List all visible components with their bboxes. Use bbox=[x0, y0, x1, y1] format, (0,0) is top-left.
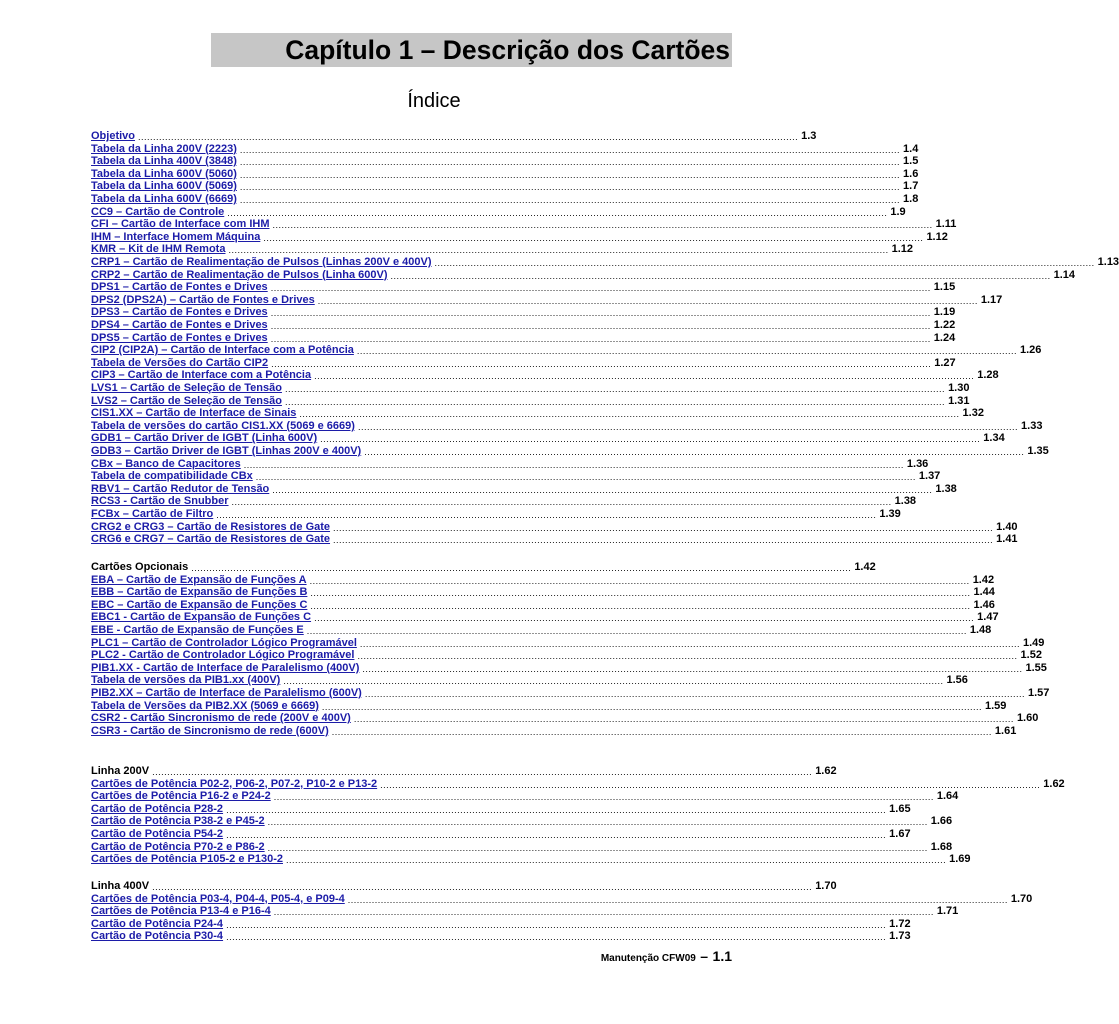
toc-entry-link[interactable]: EBA – Cartão de Expansão de Funções A bbox=[91, 573, 307, 586]
toc-entry[interactable] bbox=[91, 356, 956, 370]
toc-page-number: 1.19 bbox=[933, 306, 956, 319]
toc-entry[interactable] bbox=[91, 293, 1003, 307]
toc-page-number: 1.49 bbox=[1023, 636, 1045, 649]
toc-entry-link[interactable]: PLC2 - Cartão de Controlador Lógico Programável bbox=[91, 649, 355, 662]
toc-page-number: 1.57 bbox=[1027, 687, 1050, 699]
toc-page-number: 1.33 bbox=[1021, 419, 1043, 432]
toc-entry-link[interactable]: CC9 – Cartão de Controle bbox=[91, 205, 225, 218]
toc-entry[interactable] bbox=[91, 281, 956, 294]
toc-entry[interactable] bbox=[91, 930, 911, 943]
toc-dot-leader: ............................................................................................................................................................................................................................ bbox=[231, 497, 892, 508]
toc-entry-link[interactable]: Cartão de Potência P70-2 e P86-2 bbox=[91, 840, 265, 853]
toc-entry-link[interactable]: Cartões de Potência P13-4 e P16-4 bbox=[91, 905, 271, 918]
toc-page-number: 1.11 bbox=[935, 218, 957, 231]
toc-page-number: 1.42 bbox=[854, 561, 876, 573]
toc-entry-link[interactable]: CRP1 – Cartão de Realimentação de Pulsos (Linhas 200V e 400V) bbox=[91, 256, 432, 268]
toc-dot-leader: ............................................................................................................................................................................................................................ bbox=[362, 663, 1023, 674]
toc-entry-link[interactable]: CRG2 e CRG3 – Cartão de Resistores de Gate bbox=[91, 520, 331, 533]
toc-section-heading bbox=[91, 880, 837, 893]
toc-entry[interactable] bbox=[91, 699, 1007, 713]
toc-entry[interactable] bbox=[91, 636, 1045, 650]
toc-dot-leader: ............................................................................................................................................................................................................................ bbox=[226, 804, 887, 815]
toc-dot-leader: ............................................................................................................................................................................................................................ bbox=[347, 894, 1008, 905]
toc-dot-leader: ............................................................................................................................................................................................................................ bbox=[267, 817, 928, 828]
toc-entry-link[interactable]: Tabela de versões da PIB1.xx (400V) bbox=[91, 674, 281, 687]
toc-section-heading bbox=[91, 561, 876, 574]
toc-entry[interactable] bbox=[91, 482, 957, 496]
toc-page-number: 1.62 bbox=[815, 765, 837, 777]
toc-entry-link[interactable]: CBx – Banco de Capacitores bbox=[91, 457, 241, 470]
toc-entry-link[interactable]: Cartões de Potência P02-2, P06-2, P07-2, P10-2 e P13-2 bbox=[91, 777, 378, 790]
toc-entry-link[interactable]: CFI – Cartão de Interface com IHM bbox=[91, 218, 270, 231]
toc-dot-leader: ............................................................................................................................................................................................................................ bbox=[314, 371, 975, 382]
toc-entry-link[interactable]: KMR – Kit de IHM Remota bbox=[91, 243, 226, 256]
toc-entry-link[interactable]: Objetivo bbox=[91, 130, 136, 142]
toc-page-number: 1.69 bbox=[949, 853, 971, 866]
toc-entry[interactable] bbox=[91, 495, 917, 508]
toc-entry-link[interactable]: CRP2 – Cartão de Realimentação de Pulsos (Linha 600V) bbox=[91, 268, 388, 281]
toc-entry-link[interactable]: Cartões de Potência P03-4, P04-4, P05-4, e P09-4 bbox=[91, 892, 345, 905]
toc-entry[interactable] bbox=[91, 573, 995, 587]
toc-entry-link[interactable]: RBV1 – Cartão Redutor de Tensão bbox=[91, 482, 270, 495]
toc-page-number: 1.60 bbox=[1016, 712, 1039, 725]
toc-entry-link[interactable]: Cartão de Potência P38-2 e P45-2 bbox=[91, 815, 265, 828]
toc-section-label: Linha 200V bbox=[91, 765, 150, 777]
toc-page-number: 1.37 bbox=[918, 470, 941, 483]
toc-entry-link[interactable]: Tabela de Versões do Cartão CIP2 bbox=[91, 356, 269, 369]
toc-entry-link[interactable]: LVS1 – Cartão de Seleção de Tensão bbox=[91, 382, 282, 394]
toc-entry-link[interactable]: Cartão de Potência P54-2 bbox=[91, 828, 224, 840]
toc-page-number: 1.9 bbox=[890, 205, 906, 218]
toc-entry[interactable] bbox=[91, 306, 956, 319]
toc-entry[interactable] bbox=[91, 586, 995, 599]
toc-entry[interactable] bbox=[91, 649, 1042, 662]
toc-dot-leader: ............................................................................................................................................................................................................................ bbox=[317, 295, 978, 306]
toc-page-number: 1.17 bbox=[980, 293, 1003, 306]
toc-entry[interactable] bbox=[91, 419, 1043, 433]
toc-page-number: 1.22 bbox=[933, 319, 956, 331]
toc-entry[interactable] bbox=[91, 470, 941, 483]
toc-page-number: 1.72 bbox=[889, 917, 911, 930]
toc-entry-link[interactable]: Cartões de Potência P105-2 e P130-2 bbox=[91, 853, 283, 866]
toc-page-number: 1.27 bbox=[934, 356, 956, 369]
toc-dot-leader: ............................................................................................................................................................................................................................ bbox=[283, 676, 944, 687]
toc-dot-leader: ............................................................................................................................................................................................................................ bbox=[228, 245, 889, 256]
toc-entry[interactable] bbox=[91, 407, 984, 420]
toc-page-number: 1.35 bbox=[1027, 445, 1049, 457]
toc-dot-leader: ............................................................................................................................................................................................................................ bbox=[239, 182, 901, 193]
toc-entry-link[interactable]: IHM – Interface Homem Máquina bbox=[91, 230, 261, 243]
footer-page-number: 1.1 bbox=[712, 948, 732, 964]
toc-dot-leader: ............................................................................................................................................................................................................................ bbox=[333, 522, 994, 533]
toc-entry-link[interactable]: PIB1.XX - Cartão de Interface de Paralelismo (400V) bbox=[91, 661, 360, 674]
toc-entry[interactable] bbox=[91, 724, 1017, 738]
toc-entry-link[interactable]: FCBx – Cartão de Filtro bbox=[91, 508, 214, 520]
toc-entry-link[interactable]: GDB1 – Cartão Driver de IGBT (Linha 600V) bbox=[91, 432, 318, 445]
toc-dot-leader: ............................................................................................................................................................................................................................ bbox=[284, 396, 946, 407]
toc-entry-link[interactable]: PLC1 – Cartão de Controlador Lógico Programável bbox=[91, 636, 357, 649]
toc-dot-leader: ............................................................................................................................................................................................................................ bbox=[216, 510, 877, 520]
toc-dot-leader: ............................................................................................................................................................................................................................ bbox=[226, 932, 887, 943]
toc-dot-leader: ............................................................................................................................................................................................................................ bbox=[152, 767, 813, 777]
toc-page-number: 1.3 bbox=[801, 130, 817, 142]
toc-page-number: 1.70 bbox=[815, 880, 837, 892]
footer-manual-name: Manutenção CFW09 bbox=[600, 953, 696, 964]
toc-page-number: 1.70 bbox=[1010, 892, 1033, 905]
toc-entry[interactable] bbox=[91, 382, 970, 395]
toc-page-number: 1.67 bbox=[889, 828, 911, 840]
toc-page-number: 1.6 bbox=[903, 167, 919, 180]
toc-page-number: 1.38 bbox=[935, 482, 957, 495]
toc-entry-link[interactable]: DPS5 – Cartão de Fontes e Drives bbox=[91, 331, 268, 344]
toc-section-label: Linha 400V bbox=[91, 880, 150, 892]
toc-entry[interactable] bbox=[91, 369, 999, 382]
toc-dot-leader: ............................................................................................................................................................................................................................ bbox=[359, 638, 1020, 649]
toc-entry-link[interactable]: CSR3 - Cartão de Sincronismo de rede (600V) bbox=[91, 724, 329, 737]
toc-entry-link[interactable]: EBC1 - Cartão de Expansão de Funções C bbox=[91, 611, 312, 624]
toc-entry[interactable] bbox=[91, 624, 992, 637]
toc-entry-link[interactable]: Tabela da Linha 400V (3848) bbox=[91, 155, 237, 168]
toc-dot-leader: ............................................................................................................................................................................................................................ bbox=[314, 613, 975, 624]
toc-dot-leader: ............................................................................................................................................................................................................................ bbox=[267, 842, 928, 853]
toc-dot-leader: ............................................................................................................................................................................................................................ bbox=[310, 600, 971, 611]
toc-page-number: 1.36 bbox=[906, 457, 929, 470]
toc-page-number: 1.4 bbox=[903, 142, 919, 155]
toc-page-number: 1.30 bbox=[948, 382, 970, 394]
toc-entry[interactable] bbox=[91, 674, 968, 687]
toc-dot-leader: ............................................................................................................................................................................................................................ bbox=[138, 132, 799, 142]
toc-entry[interactable] bbox=[91, 917, 911, 931]
toc-dot-leader: ............................................................................................................................................................................................................................ bbox=[272, 220, 933, 231]
toc-entry-link[interactable]: LVS2 – Cartão de Seleção de Tensão bbox=[91, 394, 282, 407]
toc-page-number: 1.24 bbox=[933, 331, 956, 344]
toc-entry[interactable] bbox=[91, 712, 1039, 725]
toc-entry[interactable] bbox=[91, 230, 948, 244]
toc-dot-leader: ............................................................................................................................................................................................................................ bbox=[270, 333, 931, 344]
toc-entry-link[interactable]: Cartões de Potência P16-2 e P24-2 bbox=[91, 790, 271, 803]
toc-dot-leader: ............................................................................................................................................................................................................................ bbox=[227, 207, 888, 218]
toc-dot-leader: ............................................................................................................................................................................................................................ bbox=[380, 779, 1041, 790]
toc-entry-link[interactable]: Cartão de Potência P24-4 bbox=[91, 917, 224, 930]
toc-page-number: 1.65 bbox=[889, 802, 911, 815]
toc-entry-link[interactable]: DPS4 – Cartão de Fontes e Drives bbox=[91, 319, 268, 331]
toc-dot-leader: ............................................................................................................................................................................................................................ bbox=[239, 144, 901, 155]
toc-entry[interactable] bbox=[91, 344, 1042, 357]
toc-page-number: 1.15 bbox=[933, 281, 956, 294]
toc-entry-link[interactable]: Tabela da Linha 600V (5060) bbox=[91, 167, 237, 180]
toc-dot-leader: ............................................................................................................................................................................................................................ bbox=[263, 232, 924, 243]
toc-entry[interactable] bbox=[91, 218, 957, 231]
toc-entry[interactable] bbox=[91, 180, 919, 193]
toc-entry-link[interactable]: Tabela de versões do cartão CIS1.XX (5069 e 6669) bbox=[91, 419, 355, 432]
toc-entry[interactable] bbox=[91, 167, 919, 181]
toc-page-number: 1.59 bbox=[984, 699, 1007, 712]
toc-dot-leader: ............................................................................................................................................................................................................................ bbox=[226, 919, 887, 930]
toc-entry-link[interactable]: Tabela da Linha 600V (5069) bbox=[91, 180, 237, 193]
toc-dot-leader: ............................................................................................................................................................................................................................ bbox=[226, 830, 887, 840]
toc-entry-link[interactable]: CIS1.XX – Cartão de Interface de Sinais bbox=[91, 407, 297, 420]
toc-dot-leader: ............................................................................................................................................................................................................................ bbox=[152, 882, 813, 892]
toc-entry[interactable] bbox=[91, 155, 919, 168]
toc-entry[interactable] bbox=[91, 432, 1005, 445]
toc-entry[interactable] bbox=[91, 243, 913, 256]
toc-entry[interactable] bbox=[91, 687, 1050, 700]
toc-page-number: 1.40 bbox=[996, 520, 1018, 533]
toc-entry-link[interactable]: CIP3 – Cartão de Interface com a Potência bbox=[91, 369, 312, 382]
toc-entry-link[interactable]: RCS3 - Cartão de Snubber bbox=[91, 495, 229, 508]
toc-page-number: 1.61 bbox=[994, 724, 1017, 737]
toc-entry[interactable] bbox=[91, 520, 1018, 534]
toc-entry[interactable] bbox=[91, 611, 999, 624]
toc-page-number: 1.28 bbox=[977, 369, 999, 382]
toc-dot-leader: ............................................................................................................................................................................................................................ bbox=[191, 563, 852, 573]
toc-dot-leader: ............................................................................................................................................................................................................................ bbox=[239, 157, 901, 168]
toc-page-number: 1.52 bbox=[1020, 649, 1042, 662]
toc-dot-leader: ............................................................................................................................................................................................................................ bbox=[273, 792, 934, 803]
toc-entry-link[interactable]: Tabela da Linha 600V (6669) bbox=[91, 193, 237, 205]
toc-page-number: 1.73 bbox=[889, 930, 911, 943]
toc-entry-link[interactable]: Tabela de Versões da PIB2.XX (5069 e 6669) bbox=[91, 699, 319, 712]
toc-dot-leader: ............................................................................................................................................................................................................................ bbox=[270, 283, 931, 294]
toc-entry[interactable] bbox=[91, 319, 956, 332]
toc-entry[interactable] bbox=[91, 394, 970, 408]
toc-entry-link[interactable]: Tabela da Linha 200V (2223) bbox=[91, 142, 237, 155]
toc-page-number: 1.32 bbox=[962, 407, 984, 420]
toc-dot-leader: ............................................................................................................................................................................................................................ bbox=[306, 626, 967, 636]
toc-entry[interactable] bbox=[91, 828, 911, 841]
toc-page-number: 1.48 bbox=[969, 624, 992, 636]
toc-entry-link[interactable]: EBB – Cartão de Expansão de Funções B bbox=[91, 586, 308, 599]
toc-entry-link[interactable]: GDB3 – Cartão Driver de IGBT (Linhas 200V e 400V) bbox=[91, 445, 362, 457]
toc-entry[interactable] bbox=[91, 130, 817, 143]
toc-entry[interactable] bbox=[91, 598, 995, 612]
toc-dot-leader: ............................................................................................................................................................................................................................ bbox=[299, 409, 960, 420]
toc-page-number: 1.38 bbox=[894, 495, 917, 508]
toc-page-number: 1.26 bbox=[1019, 344, 1042, 357]
toc-entry[interactable] bbox=[91, 142, 919, 156]
toc-page-number: 1.12 bbox=[926, 230, 948, 243]
toc-dot-leader: ............................................................................................................................................................................................................................ bbox=[357, 651, 1018, 662]
toc-entry[interactable] bbox=[91, 840, 953, 854]
toc-page-number: 1.14 bbox=[1053, 268, 1076, 281]
toc-entry[interactable] bbox=[91, 790, 959, 803]
toc-dot-leader: ............................................................................................................................................................................................................................ bbox=[270, 321, 931, 331]
toc-entry[interactable] bbox=[91, 815, 953, 828]
toc-entry-link[interactable]: CSR2 - Cartão Sincronismo de rede (200V e 400V) bbox=[91, 712, 351, 725]
toc-entry[interactable] bbox=[91, 331, 956, 345]
index-title: Índice bbox=[407, 90, 461, 112]
toc-dot-leader: ............................................................................................................................................................................................................................ bbox=[320, 434, 981, 445]
toc-entry[interactable] bbox=[91, 508, 901, 521]
toc-dot-leader: ............................................................................................................................................................................................................................ bbox=[356, 346, 1017, 357]
toc-page-number: 1.68 bbox=[930, 840, 953, 853]
toc-entry[interactable] bbox=[91, 853, 971, 866]
toc-entry[interactable] bbox=[91, 661, 1047, 675]
toc-page-number: 1.12 bbox=[891, 243, 913, 256]
toc-page-number: 1.55 bbox=[1025, 661, 1047, 674]
toc-entry-link[interactable]: Cartão de Potência P30-4 bbox=[91, 930, 224, 943]
toc-page-number: 1.71 bbox=[936, 905, 959, 918]
toc-page-number: 1.44 bbox=[973, 586, 995, 599]
toc-dot-leader: ............................................................................................................................................................................................................................ bbox=[270, 308, 931, 319]
toc-entry[interactable] bbox=[91, 802, 911, 816]
toc-dot-leader: ............................................................................................................................................................................................................................ bbox=[309, 575, 970, 586]
toc-dot-leader: ............................................................................................................................................................................................................................ bbox=[333, 535, 994, 546]
toc-entry-link[interactable]: DPS3 – Cartão de Fontes e Drives bbox=[91, 306, 268, 319]
toc-entry-link[interactable]: CRG6 e CRG7 – Cartão de Resistores de Gate bbox=[91, 533, 331, 546]
toc-entry[interactable] bbox=[91, 892, 1033, 906]
toc-dot-leader: ............................................................................................................................................................................................................................ bbox=[255, 472, 916, 483]
toc-entry[interactable] bbox=[91, 205, 906, 219]
toc-entry-link[interactable]: CIP2 (CIP2A) – Cartão de Interface com a Potência bbox=[91, 344, 354, 357]
toc-dot-leader: ............................................................................................................................................................................................................................ bbox=[284, 384, 946, 394]
toc-dot-leader: ............................................................................................................................................................................................................................ bbox=[364, 689, 1025, 699]
toc-page-number: 1.42 bbox=[972, 573, 995, 586]
toc-page-number: 1.62 bbox=[1043, 777, 1065, 790]
toc-entry-link[interactable]: EBC – Cartão de Expansão de Funções C bbox=[91, 598, 308, 611]
toc-page-number: 1.56 bbox=[946, 674, 968, 687]
toc-entry[interactable] bbox=[91, 445, 1049, 458]
toc-dot-leader: ............................................................................................................................................................................................................................ bbox=[239, 169, 901, 180]
toc-entry[interactable] bbox=[91, 777, 1065, 791]
toc-entry-link[interactable]: Cartão de Potência P28-2 bbox=[91, 802, 224, 815]
toc-entry-link[interactable]: Tabela de compatibilidade CBx bbox=[91, 470, 253, 483]
toc-entry-link[interactable]: DPS2 (DPS2A) – Cartão de Fontes e Drives bbox=[91, 293, 315, 306]
page-footer bbox=[601, 948, 732, 966]
toc-page-number: 1.31 bbox=[948, 394, 970, 407]
toc-dot-leader: ............................................................................................................................................................................................................................ bbox=[272, 484, 933, 495]
toc-dot-leader: ............................................................................................................................................................................................................................ bbox=[271, 358, 932, 369]
toc-dot-leader: ............................................................................................................................................................................................................................ bbox=[273, 907, 934, 918]
toc-dot-leader: ............................................................................................................................................................................................................................ bbox=[390, 270, 1051, 281]
toc-entry[interactable] bbox=[91, 193, 919, 206]
toc-dot-leader: ............................................................................................................................................................................................................................ bbox=[285, 855, 947, 866]
toc-page-number: 1.64 bbox=[936, 790, 959, 803]
toc-dot-leader: ............................................................................................................................................................................................................................ bbox=[243, 459, 904, 470]
toc-page-number: 1.39 bbox=[879, 508, 901, 520]
toc-dot-leader: ............................................................................................................................................................................................................................ bbox=[353, 714, 1014, 725]
toc-dot-leader: ............................................................................................................................................................................................................................ bbox=[364, 447, 1025, 457]
toc-dot-leader: ............................................................................................................................................................................................................................ bbox=[434, 258, 1095, 268]
toc-entry[interactable] bbox=[91, 905, 959, 918]
toc-dot-leader: ............................................................................................................................................................................................................................ bbox=[310, 588, 971, 599]
toc-dot-leader: ............................................................................................................................................................................................................................ bbox=[331, 726, 992, 737]
toc-page-number: 1.5 bbox=[903, 155, 919, 168]
toc-entry[interactable] bbox=[91, 533, 1018, 546]
toc-page-number: 1.46 bbox=[973, 598, 995, 611]
chapter-title: Capítulo 1 – Descrição dos Cartões bbox=[211, 33, 732, 67]
toc-entry-link[interactable]: PIB2.XX – Cartão de Interface de Paralelismo (600V) bbox=[91, 687, 362, 699]
toc-page-number: 1.47 bbox=[977, 611, 999, 624]
toc-page-number: 1.34 bbox=[983, 432, 1005, 445]
toc-entry-link[interactable]: EBE - Cartão de Expansão de Funções E bbox=[91, 624, 304, 636]
toc-entry[interactable] bbox=[91, 268, 1076, 282]
toc-page-number: 1.13 bbox=[1097, 256, 1119, 268]
toc-page-number: 1.41 bbox=[996, 533, 1018, 546]
toc-dot-leader: ............................................................................................................................................................................................................................ bbox=[321, 701, 982, 712]
toc-dot-leader: ............................................................................................................................................................................................................................ bbox=[357, 421, 1019, 432]
toc-section-heading bbox=[91, 765, 837, 778]
toc-entry[interactable] bbox=[91, 256, 1119, 269]
toc-dot-leader: ............................................................................................................................................................................................................................ bbox=[239, 195, 901, 205]
toc-page-number: 1.7 bbox=[903, 180, 919, 193]
toc-section-label: Cartões Opcionais bbox=[91, 561, 189, 573]
toc-entry-link[interactable]: DPS1 – Cartão de Fontes e Drives bbox=[91, 281, 268, 294]
toc-page-number: 1.66 bbox=[930, 815, 953, 828]
toc-entry[interactable] bbox=[91, 457, 929, 471]
toc-page-number: 1.8 bbox=[903, 193, 919, 205]
footer-dash: – bbox=[700, 948, 709, 964]
